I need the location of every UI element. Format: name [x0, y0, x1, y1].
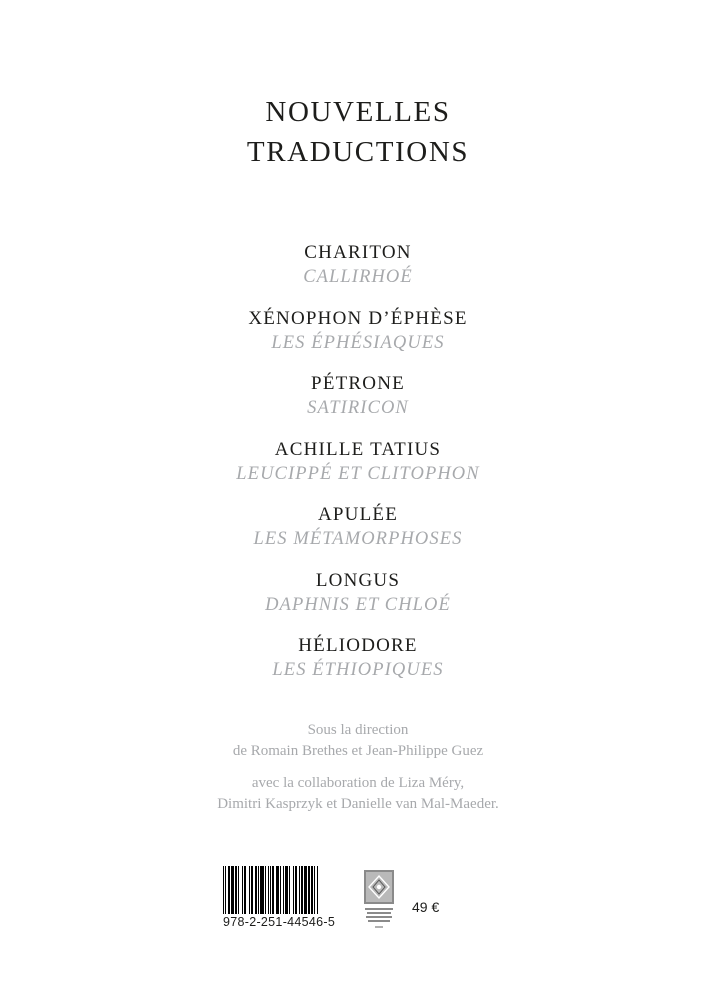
- barcode-bar: [317, 866, 318, 914]
- work-title: LES ÉTHIOPIQUES: [272, 660, 444, 680]
- work-item: [0, 569, 716, 635]
- barcode-bar: [276, 866, 279, 914]
- work-title: LES ÉPHÉSIAQUES: [271, 332, 445, 353]
- barcode-bar: [235, 866, 237, 914]
- works-list: [0, 241, 716, 700]
- credits-line: Sous la direction: [307, 722, 409, 738]
- work-item: [0, 438, 716, 504]
- barcode-bar: [299, 866, 300, 914]
- barcode-bar: [260, 866, 263, 914]
- work-author: HÉLIODORE: [298, 635, 418, 656]
- credits-line: avec la collaboration de Liza Méry,: [251, 775, 465, 791]
- work-title: CALLIRHOÉ: [303, 267, 413, 287]
- barcode-bar: [265, 866, 266, 914]
- barcode-bar: [255, 866, 257, 914]
- work-title: LEUCIPPÉ ET CLITOPHON: [236, 463, 480, 484]
- credits-line: Dimitri Kasprzyk et Danielle van Mal-Maeder.: [217, 796, 499, 812]
- barcode-bar: [295, 866, 297, 914]
- barcode-bar: [293, 866, 294, 914]
- work-item: [0, 634, 716, 700]
- work-author: ACHILLE TATIUS: [274, 438, 442, 460]
- work-title: SATIRICON: [307, 398, 409, 418]
- barcode-bar: [308, 866, 309, 914]
- barcode-bar: [285, 866, 287, 914]
- credits-line: de Romain Brethes et Jean-Philippe Guez: [232, 743, 484, 759]
- distributor-logo: [364, 870, 394, 932]
- barcode-bar: [304, 866, 307, 914]
- barcode-bars: [223, 866, 359, 914]
- barcode-bar: [242, 866, 243, 914]
- barcode-bar: [228, 866, 229, 914]
- barcode-bar: [270, 866, 271, 914]
- barcode-bar: [223, 866, 224, 914]
- work-author: XÉNOPHON D’ÉPHÈSE: [248, 307, 468, 329]
- barcode-bar: [268, 866, 269, 914]
- price: 49 €: [412, 899, 440, 915]
- collection-heading: [0, 92, 716, 172]
- work-item: [0, 241, 716, 307]
- barcode-bar: [283, 866, 284, 914]
- barcode-bar: [301, 866, 303, 914]
- isbn-number: 978-2-251-44546-5: [223, 915, 336, 929]
- editorial-credits: [0, 720, 716, 815]
- barcode-bar: [225, 866, 226, 914]
- distributor-logo-icon: [364, 870, 394, 932]
- barcode-bar: [249, 866, 250, 914]
- heading-line-1: NOUVELLES: [265, 96, 451, 128]
- barcode-bar: [231, 866, 234, 914]
- work-item: [0, 503, 716, 569]
- barcode-bar: [251, 866, 252, 914]
- barcode-bar: [244, 866, 246, 914]
- work-title: DAPHNIS ET CHLOÉ: [265, 594, 451, 615]
- work-author: PÉTRONE: [311, 373, 405, 394]
- isbn-barcode: [223, 866, 359, 932]
- work-author: LONGUS: [315, 569, 401, 591]
- barcode-bar: [311, 866, 313, 914]
- barcode-bar: [289, 866, 290, 914]
- heading-line-2: TRADUCTIONS: [246, 136, 470, 168]
- credits-spacer: [0, 762, 716, 773]
- barcode-bar: [272, 866, 274, 914]
- barcode-bar: [280, 866, 281, 914]
- work-author: CHARITON: [304, 242, 412, 263]
- work-item: [0, 372, 716, 438]
- barcode-bar: [238, 866, 239, 914]
- work-item: [0, 307, 716, 373]
- work-author: APULÉE: [317, 504, 399, 525]
- barcode-bar: [314, 866, 315, 914]
- barcode-bar: [258, 866, 259, 914]
- work-title: LES MÉTAMORPHOSES: [253, 529, 463, 549]
